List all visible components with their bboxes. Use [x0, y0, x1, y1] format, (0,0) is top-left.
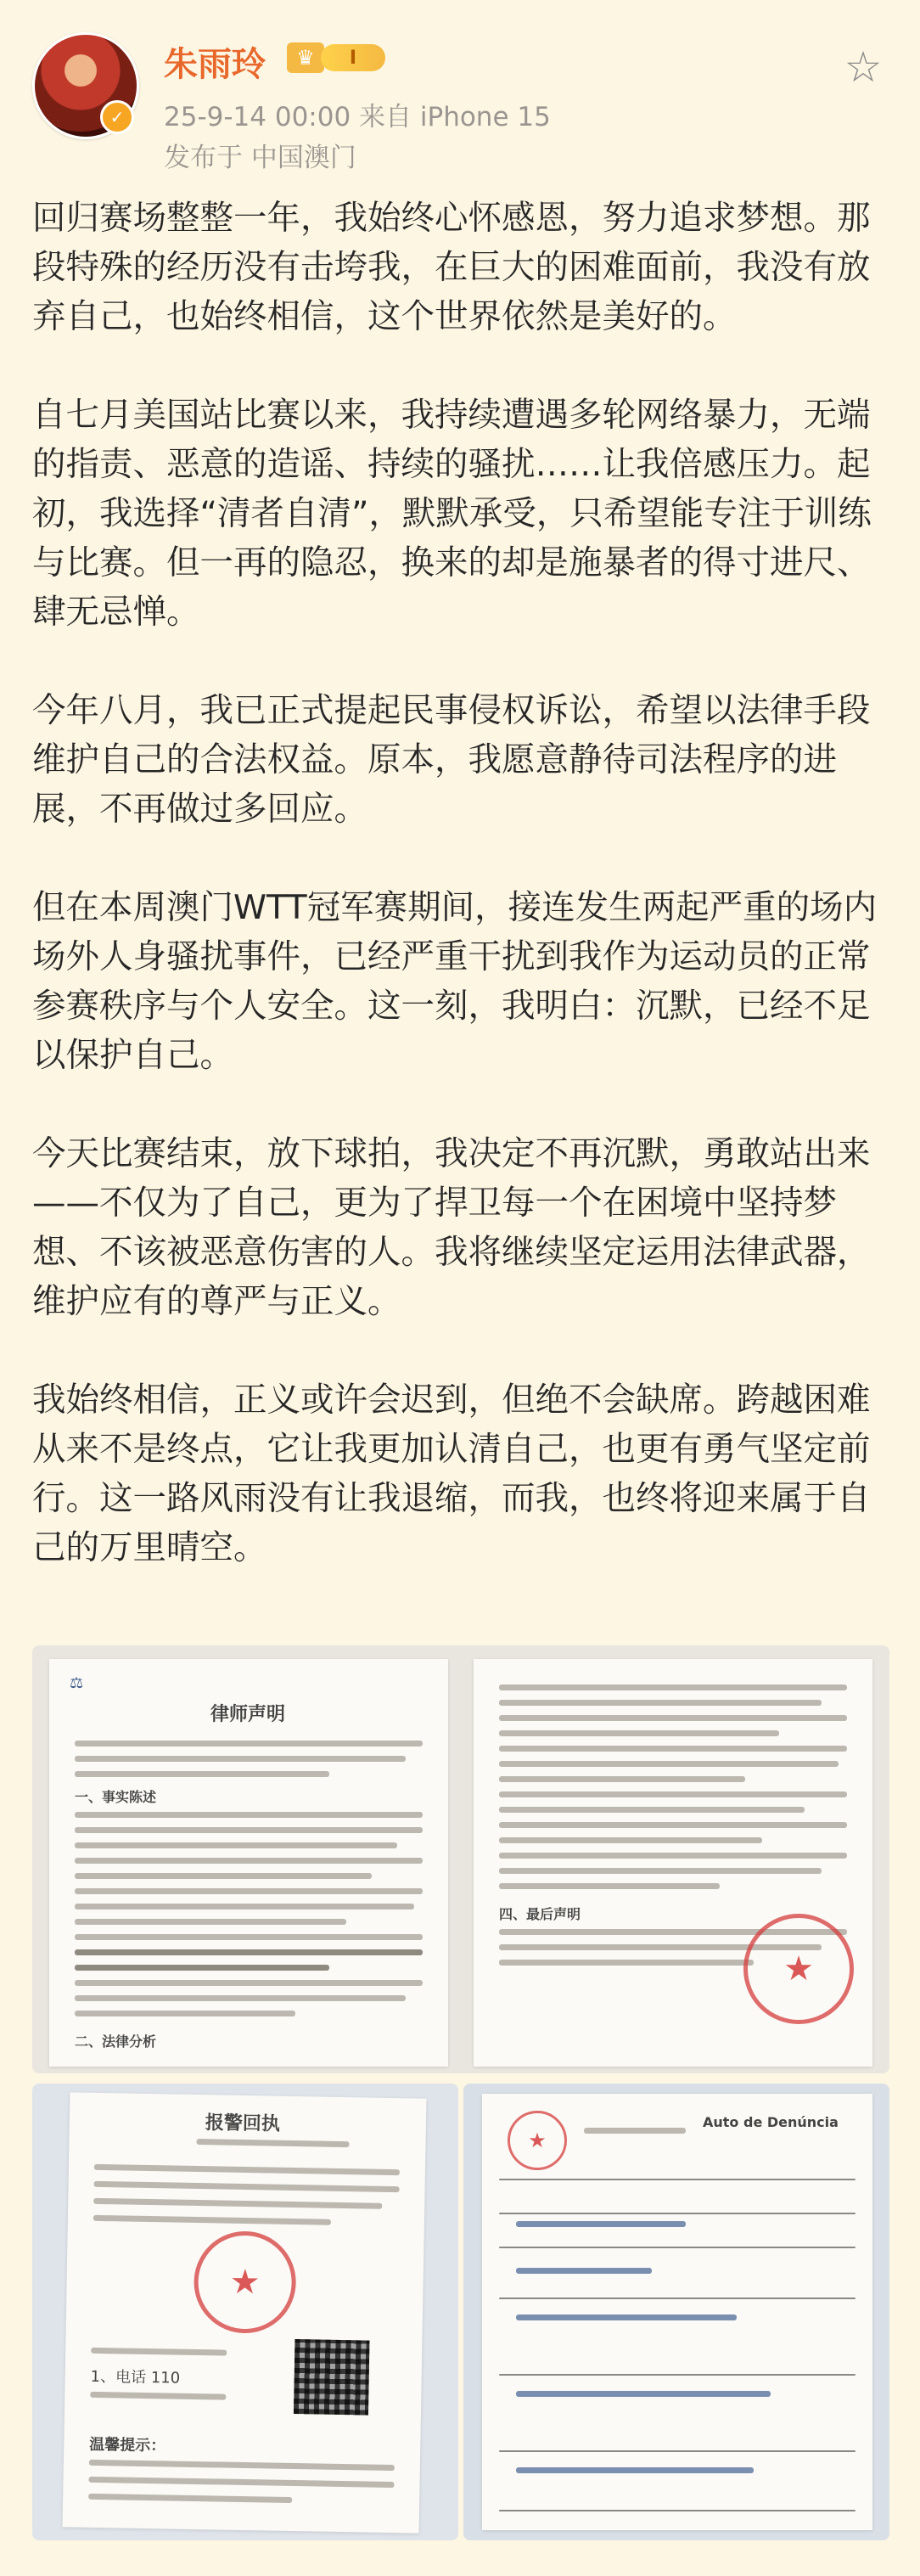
post-paragraph-5: 今天比赛结束，放下球拍，我决定不再沉默，勇敢站出来——不仅为了自己，更为了捍卫每一个在困境中坚持梦想、不该被恶意伤害的人。我将继续坚定运用法律武器，维护应有的尊严与正义。: [32, 1134, 871, 1321]
law-firm-logo: ⚖: [70, 1674, 84, 1692]
post-paragraph-4: 但在本周澳门WTT冠军赛期间，接连发生两起严重的场内场外人身骚扰事件，已经严重干扰到我作为运动员的正常参赛秩序与个人安全。这一刻，我明白：沉默，已经不足以保护自己。: [32, 888, 878, 1075]
statement-page-2: [474, 1659, 872, 2067]
police-receipt-paper: [63, 2092, 427, 2533]
post-timestamp-source: 25-9-14 00:00 来自 iPhone 15: [164, 102, 551, 132]
statement-section-2: 二、法律分析: [75, 2033, 157, 2050]
police-note-label: 温馨提示：: [89, 2435, 166, 2455]
post-location: 发布于 中国澳门: [164, 143, 356, 173]
police-seal-stamp-icon: ★: [194, 2230, 297, 2334]
username[interactable]: 朱雨玲: [164, 45, 266, 84]
macau-police-emblem-icon: ★: [508, 2111, 567, 2170]
crown-icon: ♛: [287, 42, 324, 73]
police-phone: 1、电话 110: [90, 2367, 181, 2388]
post-paragraph-3: 今年八月，我已正式提起民事侵权诉讼，希望以法律手段维护自己的合法权益。原本，我愿意静待司法程序的进展，不再做过多回应。: [32, 691, 871, 829]
qr-code-icon: [294, 2339, 370, 2416]
macau-report-paper: [482, 2094, 872, 2530]
police-receipt-image[interactable]: [32, 2084, 458, 2540]
statement-section-4: 四、最后声明: [499, 1906, 581, 1922]
image-gallery: [32, 1645, 889, 2540]
level-badge: I: [321, 44, 385, 71]
statement-section-1: 一、事实陈述: [75, 1789, 157, 1805]
police-receipt-title: 报警回执: [205, 2112, 281, 2135]
macau-report-title: Auto de Denúncia: [703, 2114, 839, 2130]
statement-title: 律师声明: [210, 1704, 286, 1725]
verified-badge-icon: ✓: [100, 100, 134, 134]
post-paragraph-2: 自七月美国站比赛以来，我持续遭遇多轮网络暴力，无端的指责、恶意的造谣、持续的骚扰……让我倍感压力。起初，我选择“清者自清”，默默承受，只希望能专注于训练与比赛。但一再的隐忍，换来的却是施暴者的得寸进尺、肆无忌惮。: [32, 396, 872, 632]
favorite-star-icon[interactable]: ☆: [844, 42, 883, 92]
red-seal-stamp-icon: ★: [743, 1914, 854, 2024]
macau-report-image[interactable]: [463, 2084, 889, 2540]
post-content: [32, 194, 889, 1572]
post-paragraph-1: 回归赛场整整一年，我始终心怀感恩，努力追求梦想。那段特殊的经历没有击垮我，在巨大的困难面前，我没有放弃自己，也始终相信，这个世界依然是美好的。: [32, 199, 871, 336]
lawyer-statement-image[interactable]: [32, 1645, 889, 2073]
post-header: [0, 0, 920, 187]
post-paragraph-6: 我始终相信，正义或许会迟到，但绝不会缺席。跨越困难从来不是终点，它让我更加认清自己，也更有勇气坚定前行。这一路风雨没有让我退缩，而我，也终将迎来属于自己的万里晴空。: [32, 1381, 871, 1567]
statement-page-1: [49, 1659, 448, 2067]
